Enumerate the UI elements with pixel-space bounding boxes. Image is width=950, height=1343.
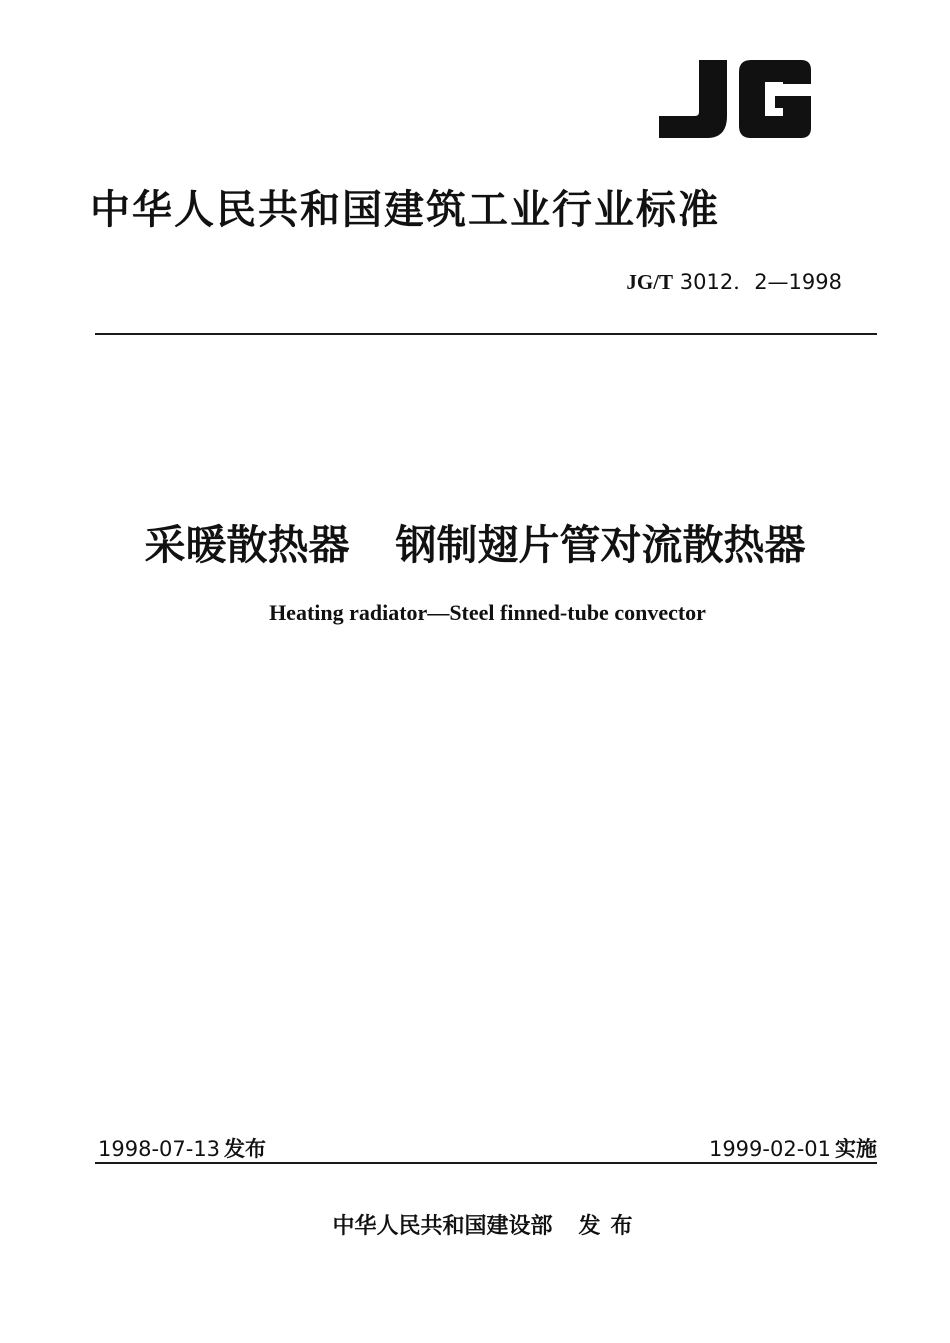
implementation-date: 1999-02-01: [708, 1137, 831, 1161]
document-title-english: Heating radiator—Steel finned-tube convector: [269, 600, 706, 625]
publisher-line: [0, 1209, 950, 1240]
document-title-chinese: [0, 512, 950, 571]
title-cn-part2: 钢制翅片管对流散热器: [395, 521, 806, 569]
org-standard-title: 中华人民共和国建筑工业行业标准: [90, 187, 720, 233]
implementation-label: 实施: [835, 1137, 877, 1161]
issue-label: 发布: [224, 1137, 267, 1161]
implementation-date-block: [709, 1133, 877, 1163]
jg-logo: [655, 60, 815, 142]
issue-date-block: [98, 1133, 266, 1163]
standard-code: 3012．2—1998: [679, 270, 842, 294]
title-cn-part1: 采暖散热器: [144, 521, 350, 569]
jg-logo-graphic: [655, 60, 815, 142]
publisher-name: 中华人民共和国建设部: [332, 1214, 553, 1239]
standard-prefix: JG/T: [626, 270, 674, 294]
top-divider: [95, 333, 877, 335]
standard-number: [626, 266, 842, 296]
issue-date: 1998-07-13: [98, 1137, 221, 1161]
publisher-action: 发布: [578, 1214, 643, 1239]
bottom-divider: [95, 1162, 877, 1164]
